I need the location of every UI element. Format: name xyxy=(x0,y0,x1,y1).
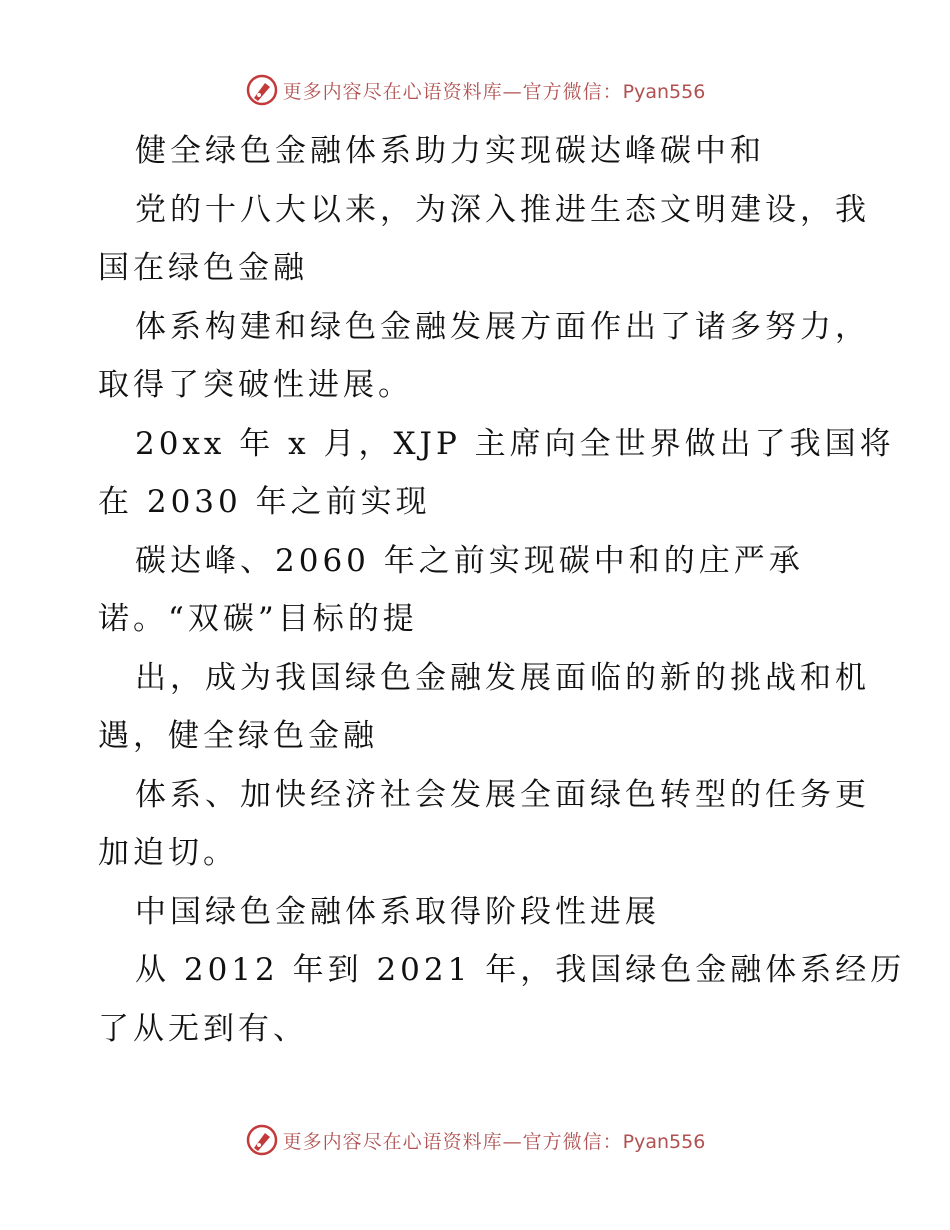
banner-label: 更多内容尽在心语资料库—官方微信： xyxy=(282,1130,623,1153)
paragraph-line: 遇，健全绿色金融 xyxy=(98,718,378,754)
paragraph-line: 国在绿色金融 xyxy=(98,250,308,286)
paragraph-line: 在 2030 年之前实现 xyxy=(98,484,431,520)
paragraph-line: 了从无到有、 xyxy=(98,1010,308,1047)
banner-text xyxy=(283,1127,706,1154)
document-title: 健全绿色金融体系助力实现碳达峰碳中和 xyxy=(135,133,765,169)
banner-text xyxy=(283,77,706,104)
banner-label: 更多内容尽在心语资料库—官方微信： xyxy=(282,80,623,103)
paragraph-line: 碳达峰、2060 年之前实现碳中和的庄严承 xyxy=(135,542,804,579)
banner-brand: Pyan556 xyxy=(622,80,706,103)
paragraph-line: 诺。“双碳”目标的提 xyxy=(98,601,418,637)
paragraph-line: 从 2012 年到 2021 年，我国绿色金融体系经历 xyxy=(135,952,906,988)
document-body xyxy=(98,122,906,1058)
paragraph-line: 20xx 年 x 月，XJP 主席向全世界做出了我国将 xyxy=(135,425,895,462)
paragraph-line: 体系、加快经济社会发展全面绿色转型的任务更 xyxy=(135,776,870,813)
footer-watermark-banner xyxy=(0,1120,950,1160)
pen-logo-icon xyxy=(245,73,279,107)
paragraph-line: 党的十八大以来，为深入推进生态文明建设，我 xyxy=(135,191,870,228)
pen-logo-icon xyxy=(245,1123,279,1157)
banner-brand: Pyan556 xyxy=(622,1130,706,1153)
paragraph-line: 出，成为我国绿色金融发展面临的新的挑战和机 xyxy=(135,659,870,696)
paragraph-line: 体系构建和绿色金融发展方面作出了诸多努力， xyxy=(135,308,870,345)
paragraph-line: 加迫切。 xyxy=(98,835,238,871)
section-heading: 中国绿色金融体系取得阶段性进展 xyxy=(135,893,660,930)
paragraph-line: 取得了突破性进展。 xyxy=(98,367,413,403)
header-watermark-banner xyxy=(0,70,950,110)
